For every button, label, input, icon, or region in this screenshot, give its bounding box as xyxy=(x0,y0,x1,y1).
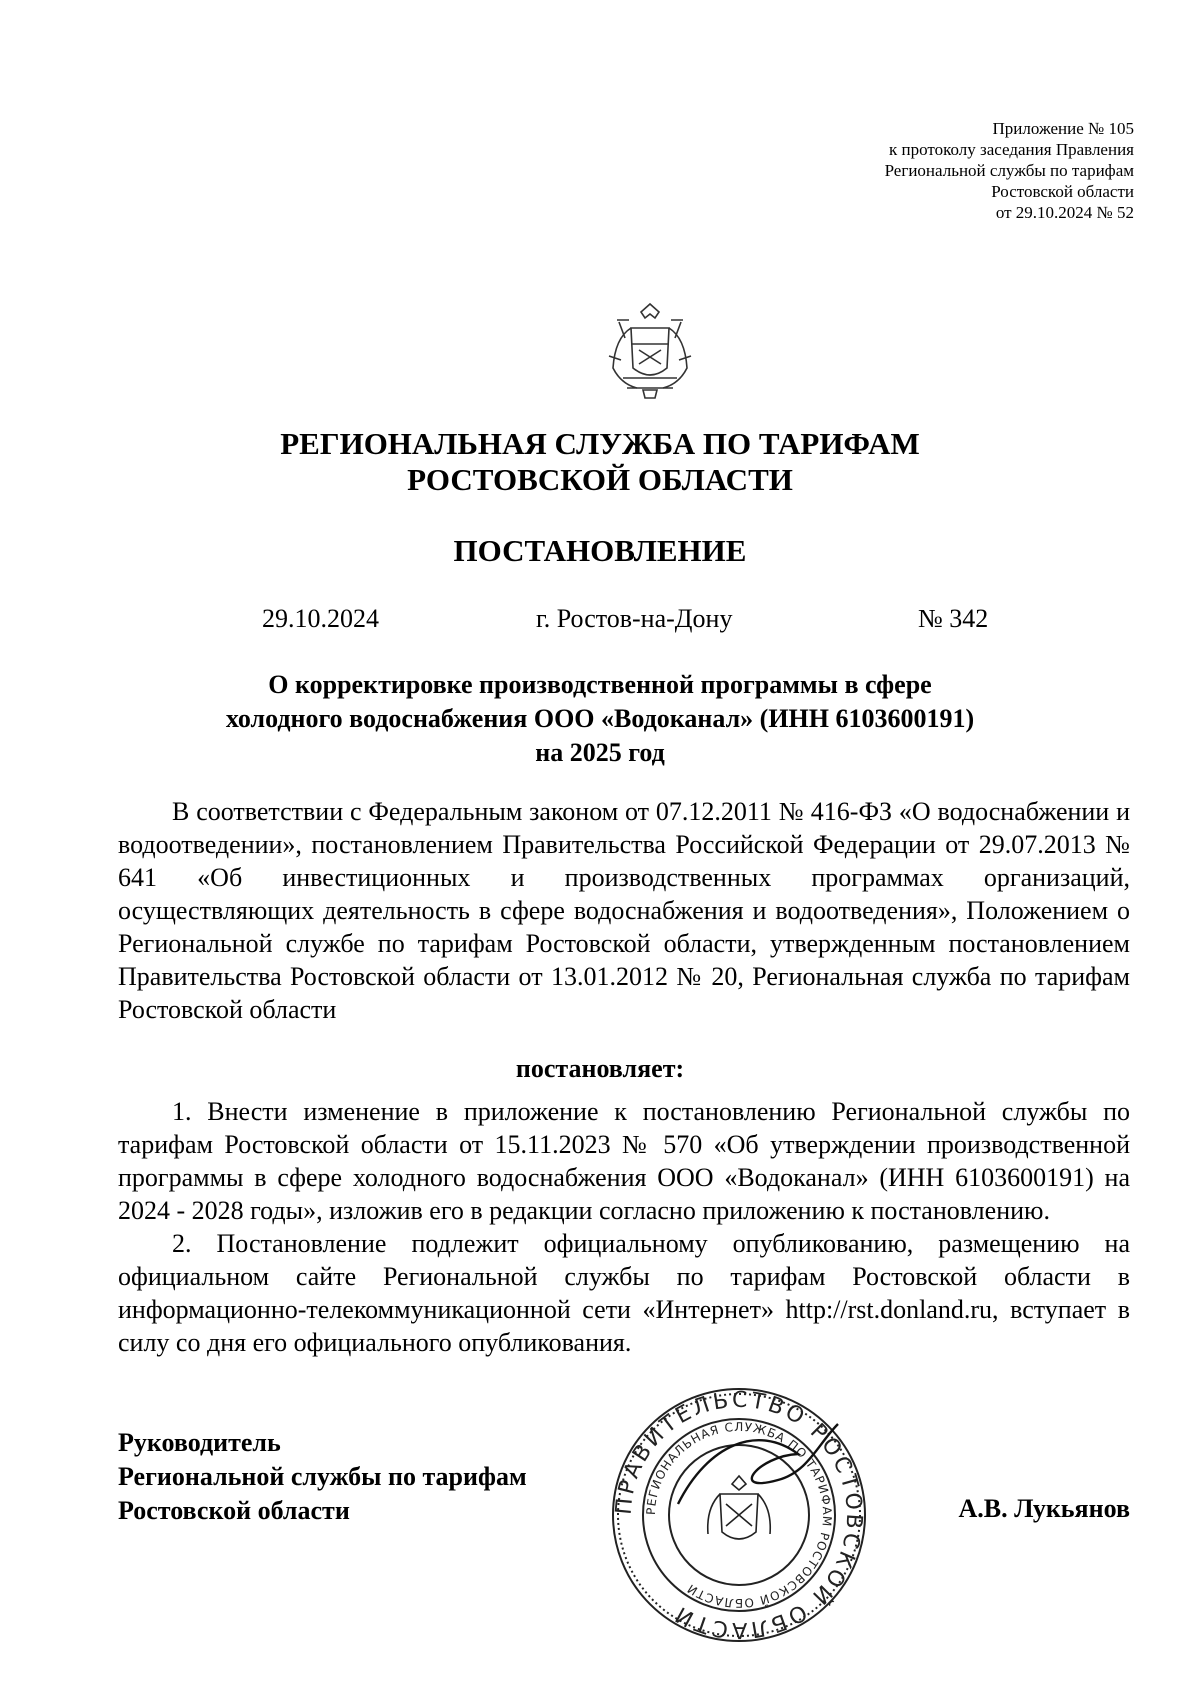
resolution-items xyxy=(118,1095,1130,1359)
org-line: РОСТОВСКОЙ ОБЛАСТИ xyxy=(407,462,793,497)
attachment-line: Региональной службы по тарифам xyxy=(884,161,1134,180)
document-type: ПОСТАНОВЛЕНИЕ xyxy=(453,533,747,568)
subject-line: холодного водоснабжения ООО «Водоканал» (ИНН 6103600191) xyxy=(225,704,975,733)
subject-line: на 2025 год xyxy=(535,738,665,767)
document-number: № 342 xyxy=(918,604,989,633)
resolution-item: 1. Внести изменение в приложение к постановлению Региональной службы по тарифам Ростовской области от 15.11.2023 № 570 «Об утверждении производственной программы в сфере холодного водоснабжения ООО «Водоканал» (ИНН 6103600191) на 2024 - 2028 годы», изложив его в редакции согласно приложению к постановлению. xyxy=(118,1097,1130,1225)
document-date: 29.10.2024 xyxy=(262,604,379,633)
resolution-item: 2. Постановление подлежит официальному опубликованию, размещению на официальном сайте Региональной службы по тарифам Ростовской области в информационно-телекоммуникационной сети «Интернет» http://rst.donland.ru, вступает в силу со дня его официального опубликования. xyxy=(118,1229,1130,1357)
signatory-position xyxy=(118,1426,527,1528)
document-subject xyxy=(0,668,1200,770)
attachment-line: Ростовской области xyxy=(991,182,1134,201)
stamp-emblem xyxy=(708,1476,771,1539)
preamble-paragraph: В соответствии с Федеральным законом от 07.12.2011 № 416-ФЗ «О водоснабжении и водоотведении», постановлением Правительства Российской Федерации от 29.07.2013 № 641 «Об инвестиционных и производственных программах организаций, осуществляющих деятельность в сфере водоснабжения и водоотведения», Положением о Региональной службе по тарифам Ростовской области, утвержденным постановлением Правительства Ростовской области от 13.01.2012 № 20, Региональная служба по тарифам Ростовской области xyxy=(118,797,1130,1024)
position-line: Региональной службы по тарифам xyxy=(118,1462,527,1491)
attachment-note xyxy=(714,118,1134,223)
official-stamp-icon xyxy=(608,1384,870,1646)
position-line: Ростовской области xyxy=(118,1496,350,1525)
attachment-line: от 29.10.2024 № 52 xyxy=(995,203,1134,222)
preamble xyxy=(118,795,1130,1026)
coat-of-arms-icon xyxy=(601,298,699,402)
org-line: РЕГИОНАЛЬНАЯ СЛУЖБА ПО ТАРИФАМ xyxy=(280,426,920,461)
attachment-line: Приложение № 105 xyxy=(992,119,1134,138)
subject-line: О корректировке производственной программы в сфере xyxy=(268,670,932,699)
organization-name xyxy=(0,426,1200,498)
resolves-heading: постановляет: xyxy=(515,1054,685,1083)
signatory-name: А.В. Лукьянов xyxy=(958,1494,1130,1523)
attachment-line: к протоколу заседания Правления xyxy=(889,140,1134,159)
position-line: Руководитель xyxy=(118,1428,281,1457)
stamp-outer-text: ПРАВИТЕЛЬСТВО РОСТОВСКОЙ ОБЛАСТИ xyxy=(611,1387,867,1643)
document-city: г. Ростов-на-Дону xyxy=(536,604,733,633)
stamp-inner-text: РЕГИОНАЛЬНАЯ СЛУЖБА ПО ТАРИФАМ РОСТОВСКОЙ ОБЛАСТИ xyxy=(643,1419,835,1611)
